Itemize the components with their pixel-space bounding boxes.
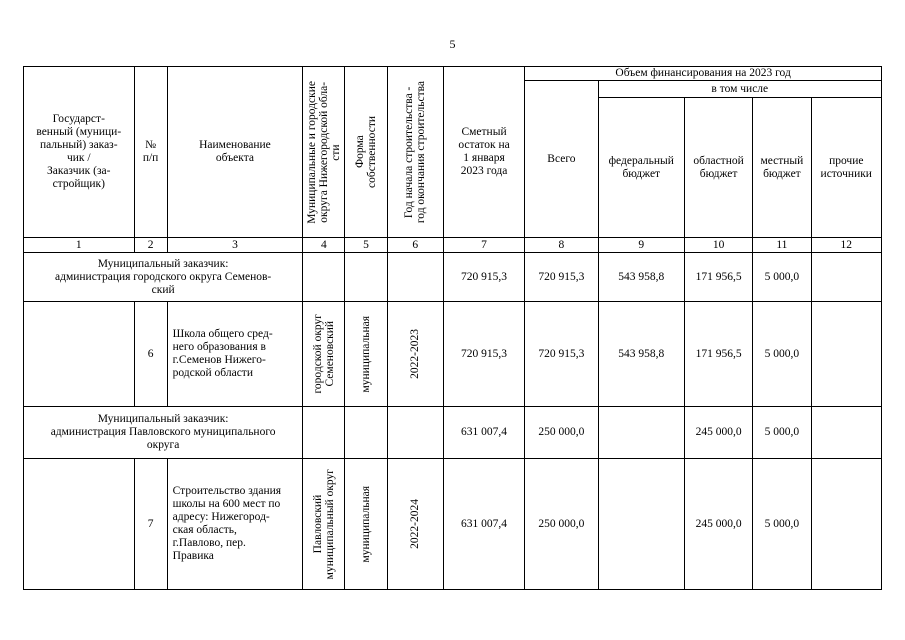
column-number: 9 [598, 238, 684, 253]
remaining-cell: 720 915,3 [443, 302, 524, 407]
regional-cell: 171 956,5 [684, 302, 752, 407]
other-cell [811, 302, 881, 407]
page-number: 5 [449, 37, 456, 51]
years-cell [387, 253, 443, 302]
total-cell: 250 000,0 [525, 407, 598, 459]
header-row-1 [24, 67, 882, 81]
federal-cell [598, 459, 684, 590]
years-cell: 2022-2023 [387, 302, 443, 407]
financing-table [23, 66, 882, 590]
table-row [24, 459, 882, 590]
header-total: Всего [525, 81, 598, 238]
header-num: № п/п [134, 67, 167, 238]
remaining-cell: 631 007,4 [443, 459, 524, 590]
header-local: местный бюджет [753, 98, 811, 238]
years-cell [387, 407, 443, 459]
header-remaining: Сметный остаток на 1 января 2023 года [443, 67, 524, 238]
district-cell [303, 253, 345, 302]
other-cell [811, 253, 881, 302]
table-row [24, 407, 882, 459]
header-regional: областной бюджет [684, 98, 752, 238]
column-number: 8 [525, 238, 598, 253]
column-number: 4 [303, 238, 345, 253]
num-cell: 6 [134, 302, 167, 407]
ownership-cell: муниципальная [345, 459, 387, 590]
column-number: 6 [387, 238, 443, 253]
total-cell: 720 915,3 [525, 253, 598, 302]
district-cell: городской округ Семеновский [303, 302, 345, 407]
ownership-cell [345, 407, 387, 459]
other-cell [811, 407, 881, 459]
other-cell [811, 459, 881, 590]
customer-cell [24, 459, 135, 590]
local-cell: 5 000,0 [753, 407, 811, 459]
column-number: 12 [811, 238, 881, 253]
local-cell: 5 000,0 [753, 302, 811, 407]
regional-cell: 171 956,5 [684, 253, 752, 302]
header-federal: федеральный бюджет [598, 98, 684, 238]
federal-cell: 543 958,8 [598, 253, 684, 302]
district-cell: Павловский муниципальный округ [303, 459, 345, 590]
column-number: 1 [24, 238, 135, 253]
customer-cell: Муниципальный заказчик: администрация городского округа Семенов- ский [24, 253, 303, 302]
num-cell: 7 [134, 459, 167, 590]
column-number: 11 [753, 238, 811, 253]
header-ownership: Форма собственности [345, 67, 387, 238]
column-number-row [24, 238, 882, 253]
table-row [24, 302, 882, 407]
remaining-cell: 631 007,4 [443, 407, 524, 459]
header-other: прочие источники [811, 98, 881, 238]
regional-cell: 245 000,0 [684, 407, 752, 459]
federal-cell: 543 958,8 [598, 302, 684, 407]
table-row [24, 253, 882, 302]
header-financing: Объем финансирования на 2023 год [525, 67, 882, 81]
total-cell: 250 000,0 [525, 459, 598, 590]
federal-cell [598, 407, 684, 459]
header-name: Наименование объекта [167, 67, 303, 238]
remaining-cell: 720 915,3 [443, 253, 524, 302]
regional-cell: 245 000,0 [684, 459, 752, 590]
column-number: 7 [443, 238, 524, 253]
column-number: 10 [684, 238, 752, 253]
object-name-cell: Строительство здания школы на 600 мест по адресу: Нижегород- ская область, г.Павлово, пер. Правика [167, 459, 303, 590]
customer-cell: Муниципальный заказчик: администрация Павловского муниципального округа [24, 407, 303, 459]
header-years: Год начала строительства - год окончания строительства [387, 67, 443, 238]
column-number: 5 [345, 238, 387, 253]
object-name-cell: Школа общего сред- него образования в г.Семенов Нижего- родской области [167, 302, 303, 407]
total-cell: 720 915,3 [525, 302, 598, 407]
column-number: 3 [167, 238, 303, 253]
district-cell [303, 407, 345, 459]
years-cell: 2022-2024 [387, 459, 443, 590]
ownership-cell [345, 253, 387, 302]
ownership-cell: муниципальная [345, 302, 387, 407]
customer-cell [24, 302, 135, 407]
header-customer: Государст- венный (муници- пальный) заказ- чик / Заказчик (за- стройщик) [24, 67, 135, 238]
local-cell: 5 000,0 [753, 459, 811, 590]
header-including: в том числе [598, 81, 881, 98]
header-district: Муниципальные и городские округа Нижегородской обла- сти [303, 67, 345, 238]
local-cell: 5 000,0 [753, 253, 811, 302]
column-number: 2 [134, 238, 167, 253]
